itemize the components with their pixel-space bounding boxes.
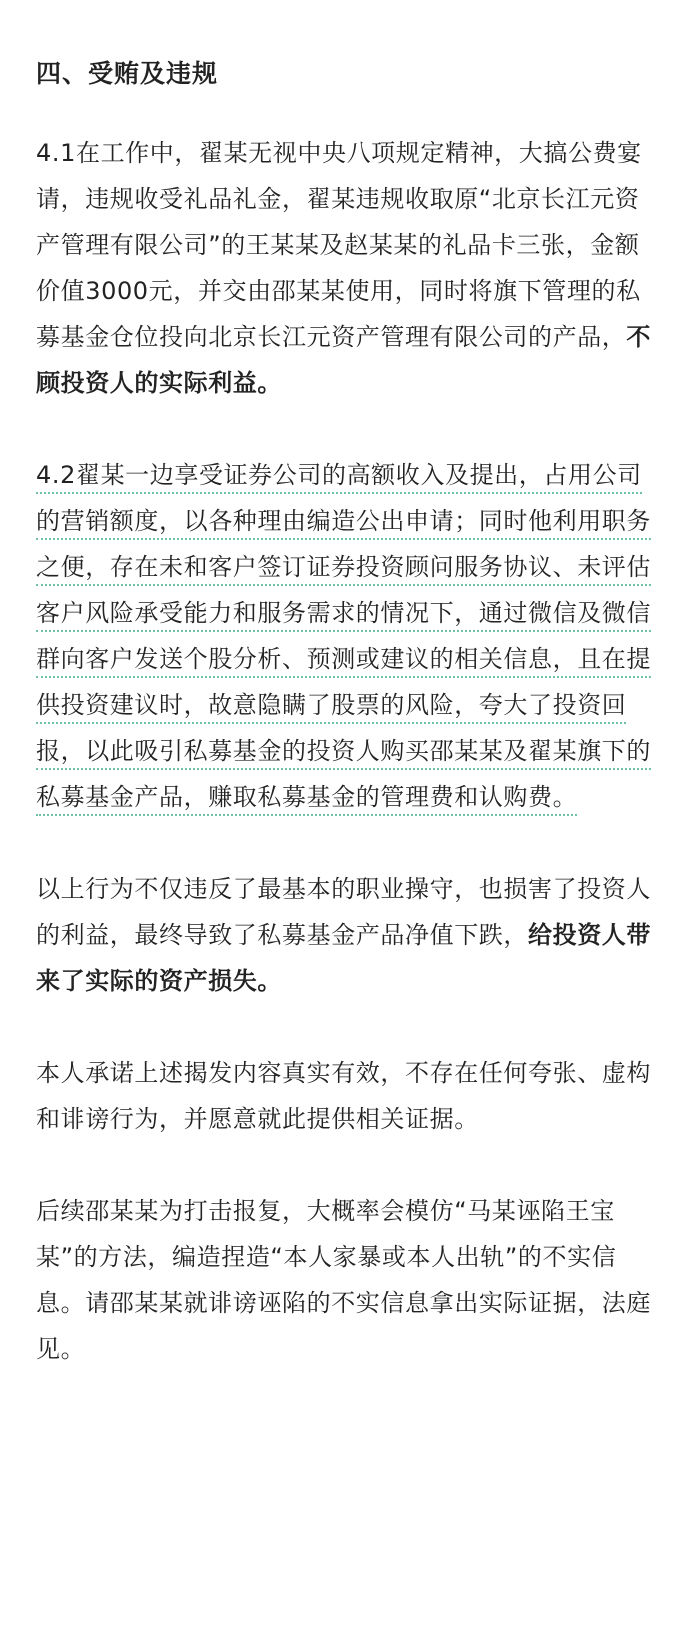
paragraph-4-1-text: 4.1在工作中，翟某无视中央八项规定精神，大搞公费宴请，违规收受礼品礼金，翟某违规收取原“北京长江元资产管理有限公司”的王某某及赵某某的礼品卡三张，金额价值3000元，并交由邵某某使用，同时将旗下管理的私募基金仓位投向北京长江元资产管理有限公司的产品， (36, 139, 642, 351)
paragraph-summary-bold: 给投资人带来了实际的资产损失。 (36, 921, 651, 995)
paragraph-summary-text: 以上行为不仅违反了最基本的职业操守，也损害了投资人的利益，最终导致了私募基金产品净值下跌， (36, 875, 651, 949)
paragraph-pledge-text: 本人承诺上述揭发内容真实有效，不存在任何夸张、虚构和诽谤行为，并愿意就此提供相关证据。 (36, 1059, 651, 1133)
paragraph-followup (36, 1188, 654, 1372)
paragraph-4-1 (36, 130, 654, 406)
paragraph-followup-text: 后续邵某某为打击报复，大概率会模仿“马某诬陷王宝某”的方法，编造捏造“本人家暴或本人出轨”的不实信息。请邵某某就诽谤诬陷的不实信息拿出实际证据，法庭见。 (36, 1197, 651, 1363)
paragraph-4-2-text: 4.2翟某一边享受证券公司的高额收入及提出，占用公司的营销额度，以各种理由编造公出申请；同时他利用职务之便，存在未和客户签订证券投资顾问服务协议、未评估客户风险承受能力和服务需求的情况下，通过微信及微信群向客户发送个股分析、预测或建议的相关信息，且在提供投资建议时，故意隐瞒了股票的风险，夸大了投资回报，以此吸引私募基金的投资人购买邵某某及翟某旗下的私募基金产品，赚取私募基金的管理费和认购费。 (36, 461, 651, 816)
section-heading: 四、受贿及违规 (36, 59, 219, 88)
paragraph-pledge (36, 1050, 654, 1142)
paragraph-4-1-bold: 不顾投资人的实际利益。 (36, 323, 652, 397)
paragraph-summary (36, 866, 654, 1004)
paragraph-4-2 (36, 452, 654, 820)
